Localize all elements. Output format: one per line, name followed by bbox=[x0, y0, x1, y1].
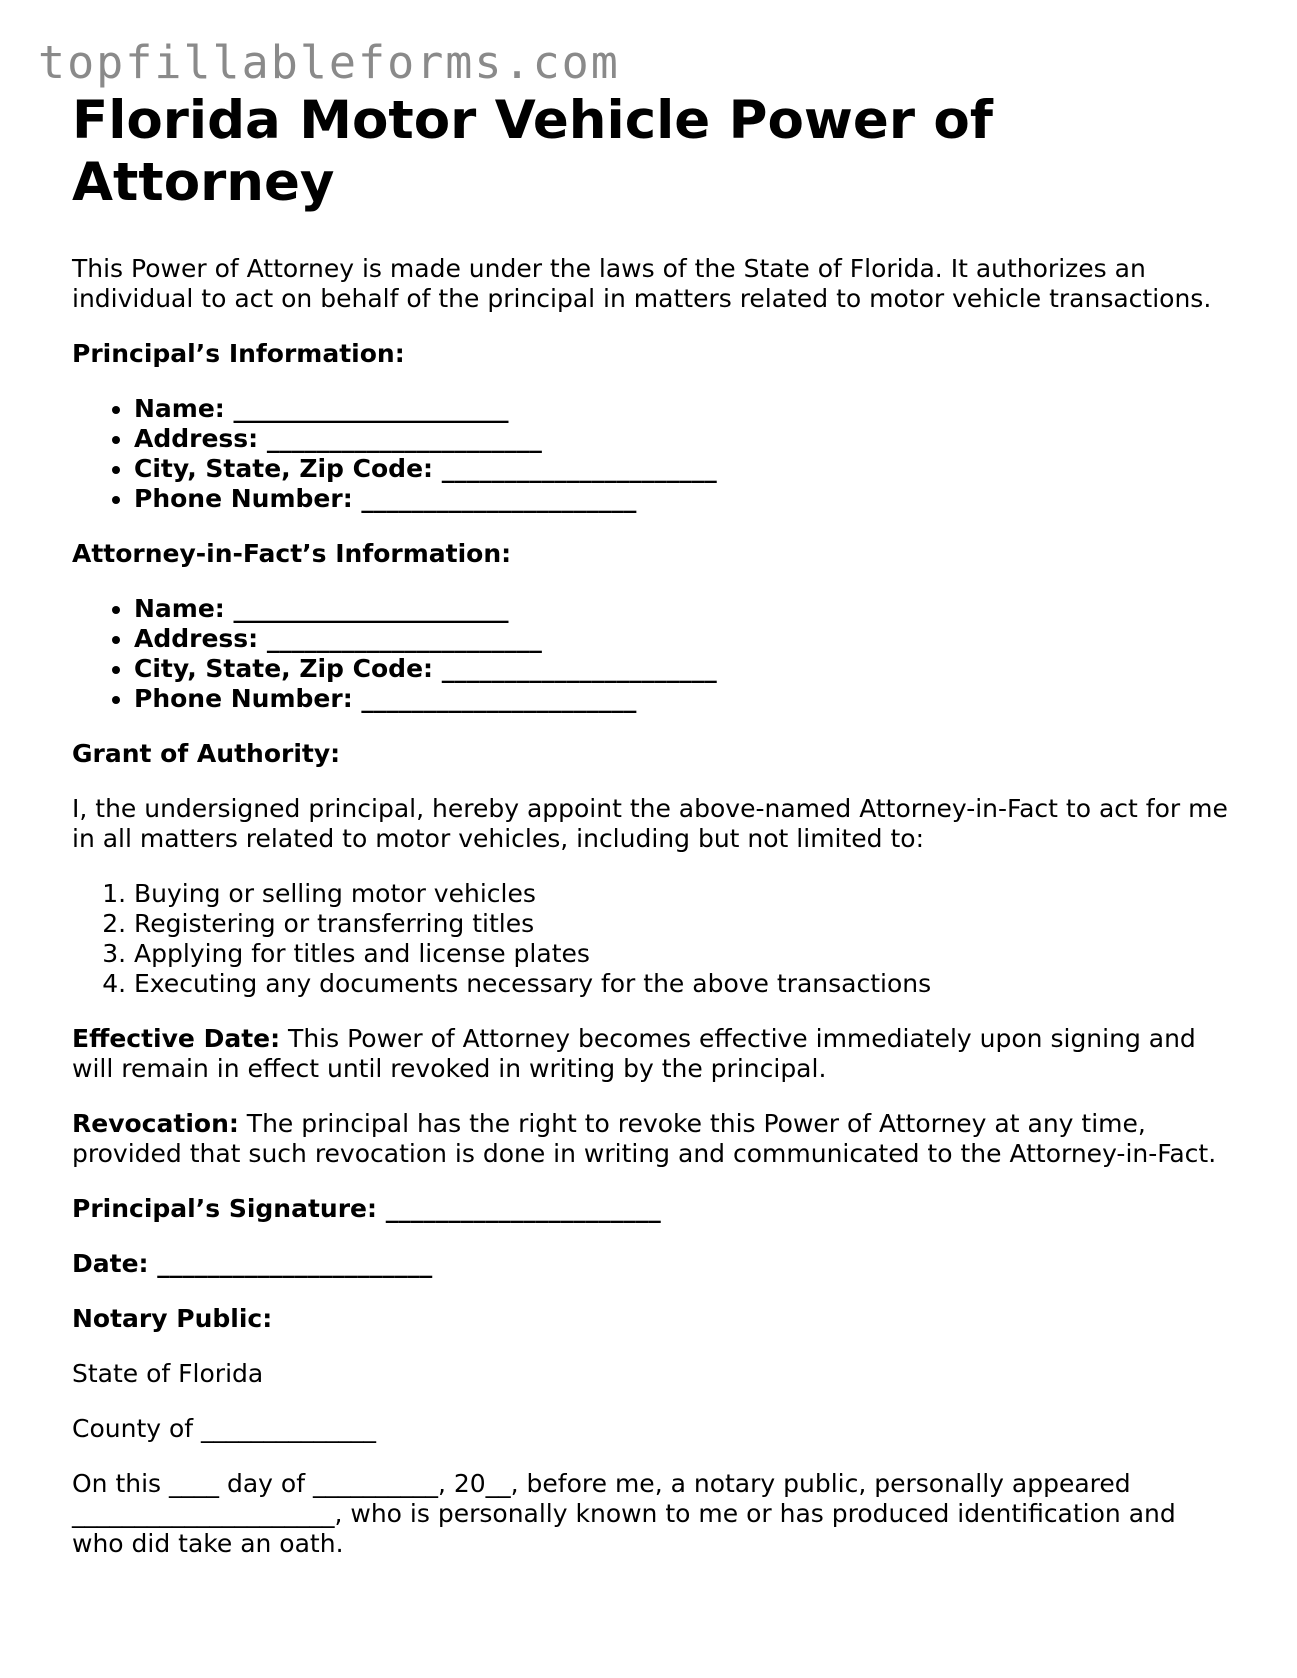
power-item: 4. Executing any documents necessary for the above transactions bbox=[134, 969, 1232, 999]
attorney-name-field[interactable]: • Name: ______________________ bbox=[134, 594, 1232, 624]
power-item: 3. Applying for titles and license plates bbox=[134, 939, 1232, 969]
notary-county-field[interactable]: County of ______________ bbox=[72, 1414, 377, 1443]
notary-statement[interactable]: On this ____ day of __________, 20__, before me, a notary public, personally appeared _____________________, who is personally known to me or has produced identification and who did take an oath. bbox=[72, 1469, 1176, 1558]
revocation-text: The principal has the right to revoke this Power of Attorney at any time, provided that such revocation is done in writing and communicated to the Attorney-in-Fact. bbox=[72, 1109, 1217, 1168]
revocation-paragraph bbox=[72, 1109, 1232, 1169]
revocation-label: Revocation: bbox=[72, 1109, 239, 1138]
principal-phone-field[interactable]: • Phone Number: ______________________ bbox=[134, 484, 1232, 514]
principal-signature-field[interactable]: Principal’s Signature: ______________________ bbox=[72, 1194, 661, 1223]
principal-info-heading: Principal’s Information: bbox=[72, 339, 405, 368]
attorney-info-heading: Attorney-in-Fact’s Information: bbox=[72, 539, 512, 568]
attorney-city-state-zip-field[interactable]: • City, State, Zip Code: ______________________ bbox=[134, 654, 1232, 684]
document-title: Florida Motor Vehicle Power of Attorney bbox=[72, 90, 993, 213]
powers-list bbox=[72, 879, 1232, 999]
principal-city-state-zip-field[interactable]: • City, State, Zip Code: ______________________ bbox=[134, 454, 1232, 484]
attorney-fields-list bbox=[72, 594, 1232, 714]
grant-of-authority-text: I, the undersigned principal, hereby appoint the above-named Attorney-in-Fact to act for me in all matters related to motor vehicles, including but not limited to: bbox=[72, 794, 1228, 853]
power-item: 1. Buying or selling motor vehicles bbox=[134, 879, 1232, 909]
principal-name-field[interactable]: • Name: ______________________ bbox=[134, 394, 1232, 424]
grant-of-authority-heading: Grant of Authority: bbox=[72, 739, 341, 768]
effective-date-label: Effective Date: bbox=[72, 1024, 281, 1053]
attorney-phone-field[interactable]: • Phone Number: ______________________ bbox=[134, 684, 1232, 714]
effective-date-paragraph bbox=[72, 1024, 1232, 1084]
document-body bbox=[72, 90, 1232, 1559]
power-item: 2. Registering or transferring titles bbox=[134, 909, 1232, 939]
principal-address-field[interactable]: • Address: ______________________ bbox=[134, 424, 1232, 454]
notary-state: State of Florida bbox=[72, 1359, 264, 1388]
attorney-address-field[interactable]: • Address: ______________________ bbox=[134, 624, 1232, 654]
intro-paragraph: This Power of Attorney is made under the laws of the State of Florida. It authorizes an individual to act on behalf of the principal in matters related to motor vehicle transactions. bbox=[72, 254, 1212, 313]
signature-date-field[interactable]: Date: ______________________ bbox=[72, 1249, 433, 1278]
site-watermark: topfillableforms.com bbox=[38, 36, 620, 89]
principal-fields-list bbox=[72, 394, 1232, 514]
effective-date-text: This Power of Attorney becomes effective immediately upon signing and will remain in effect until revoked in writing by the principal. bbox=[72, 1024, 1196, 1083]
notary-heading: Notary Public: bbox=[72, 1304, 273, 1333]
